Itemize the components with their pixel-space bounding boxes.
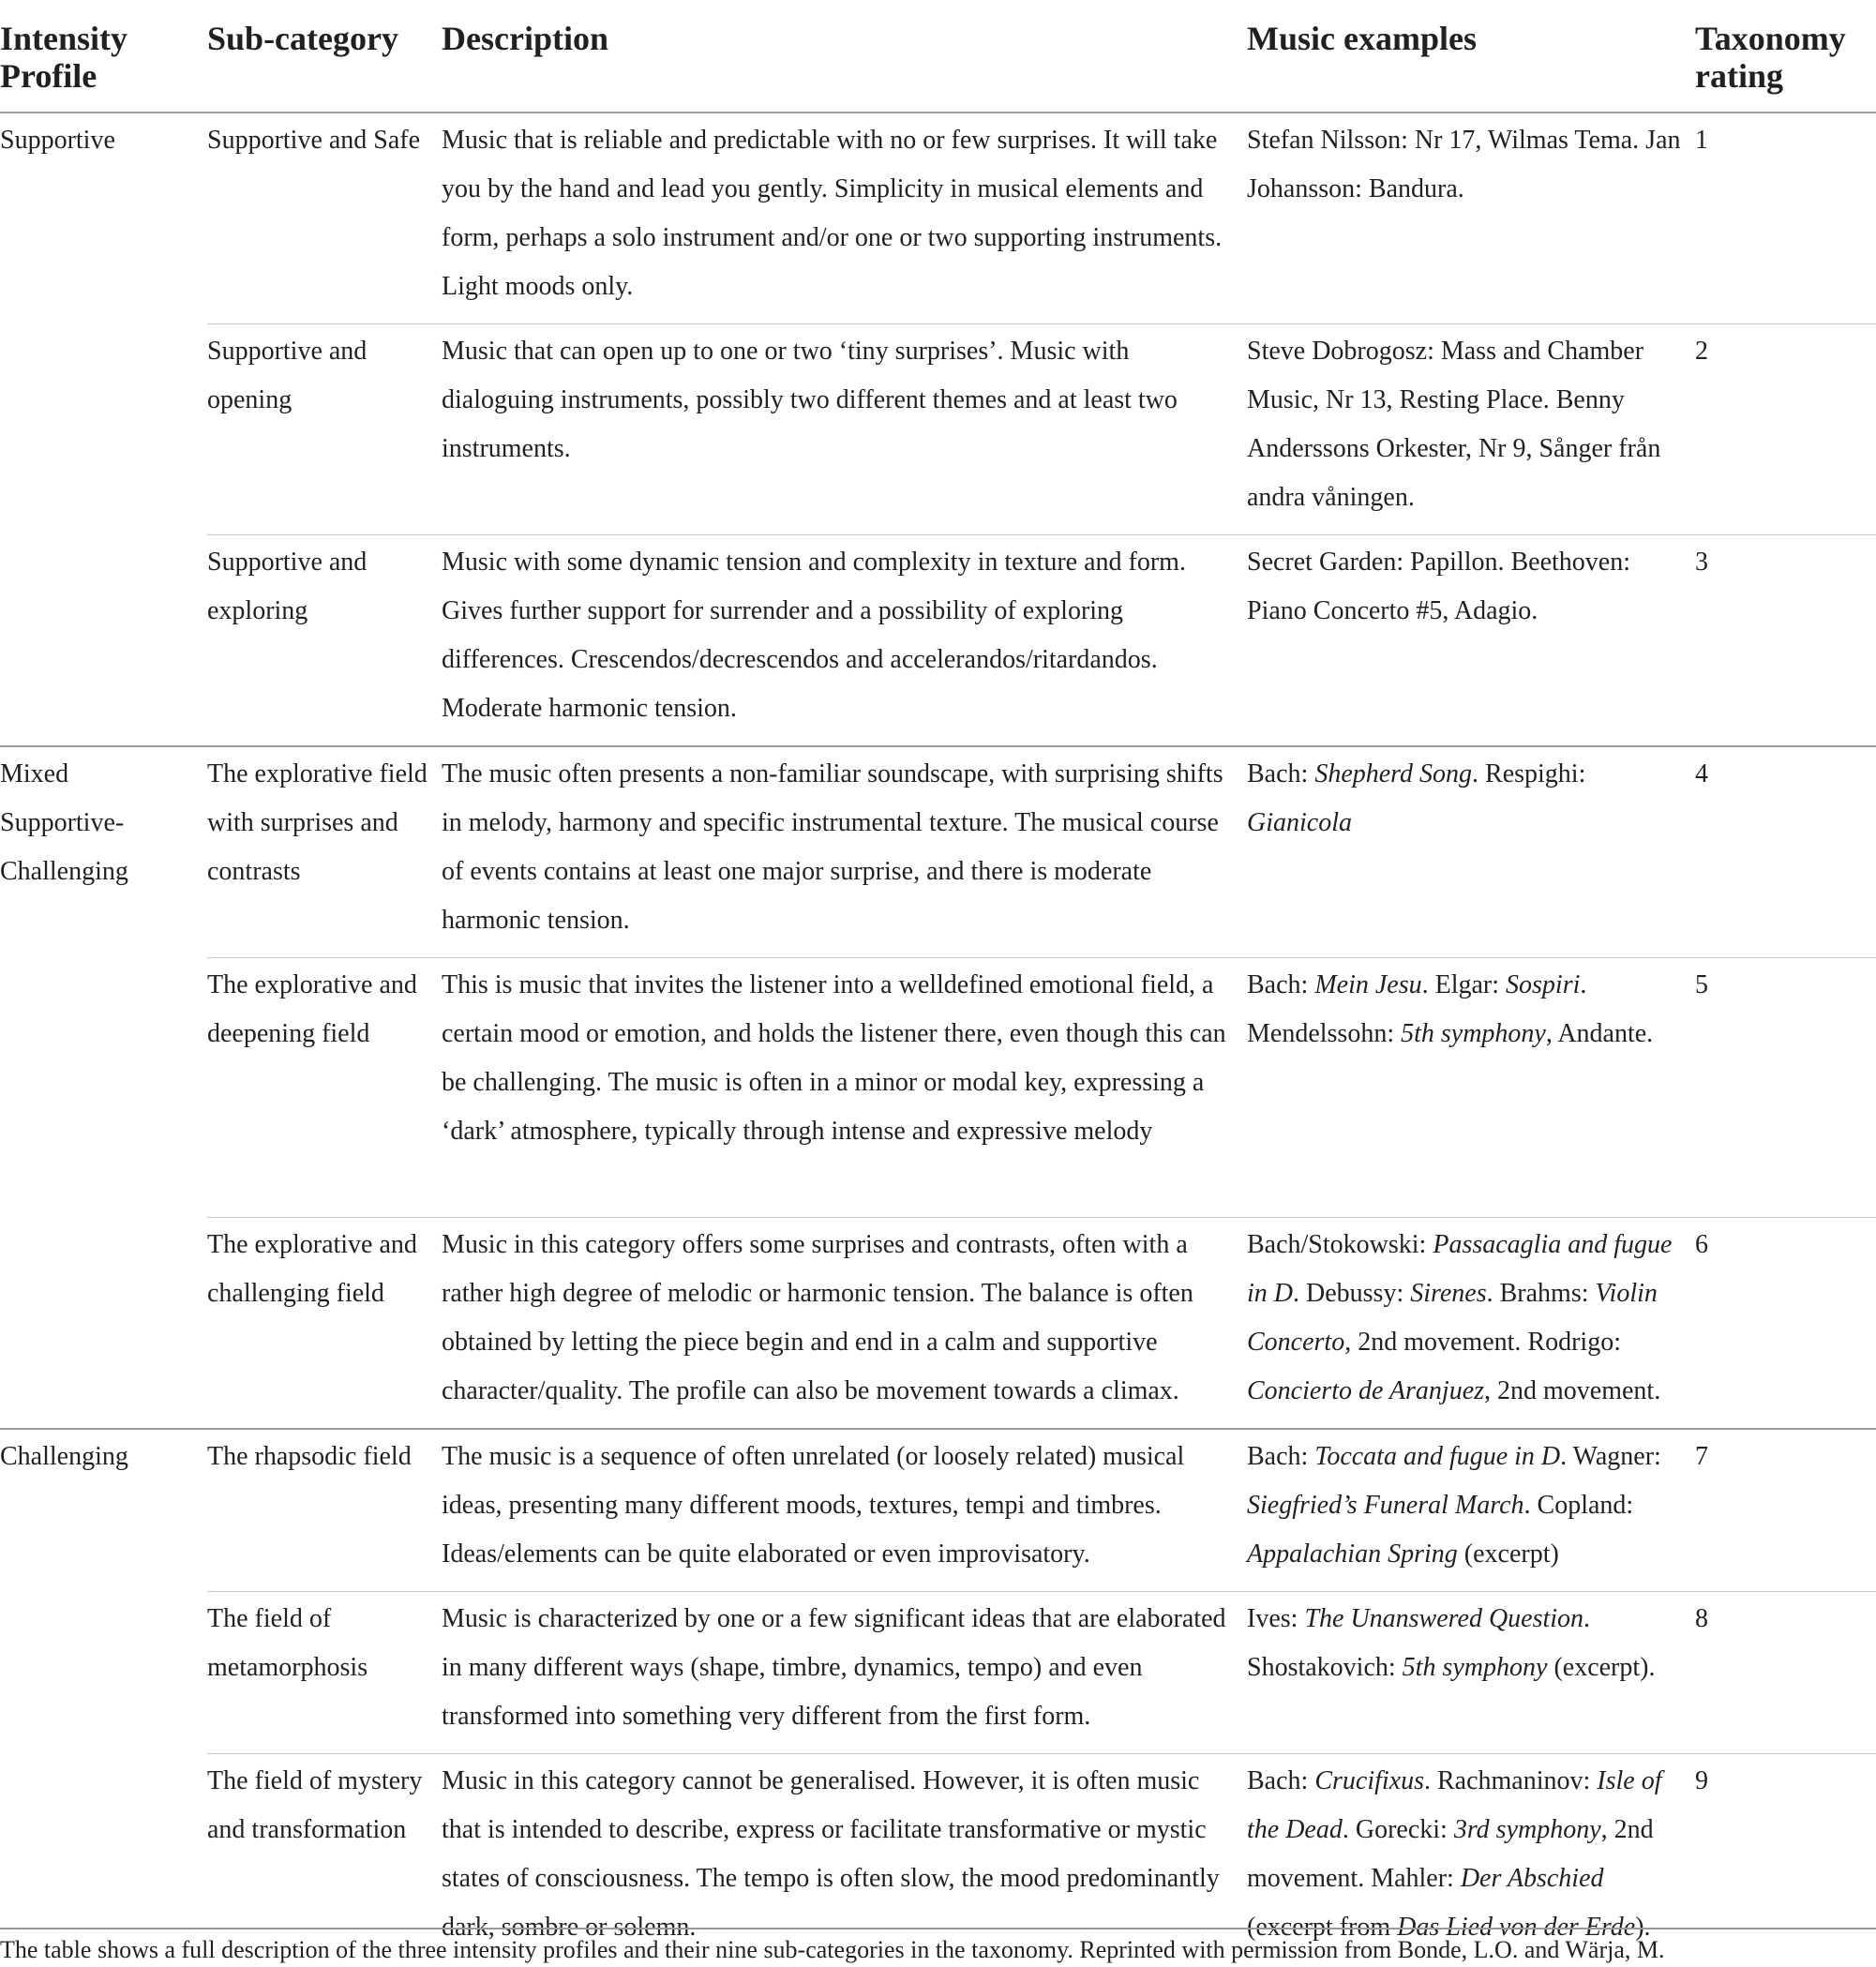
- example-text: . Shostakovich:: [1247, 1604, 1591, 1682]
- work-title: Toccata and fugue in D: [1314, 1442, 1561, 1471]
- example-text: (excerpt): [1457, 1539, 1559, 1569]
- description-cell: The music often presents a non-familiar soundscape, with surprising shifts in melody, harmony and specific instrumental texture. The musical course of events contains at least one major surprise, and there is moderate harmonic tension.: [442, 746, 1247, 958]
- example-text: Ives:: [1247, 1604, 1305, 1633]
- example-text: . Mendelssohn:: [1247, 970, 1587, 1048]
- example-text: Bach/Stokowski:: [1247, 1230, 1433, 1259]
- work-title: Crucifixus: [1314, 1766, 1424, 1795]
- example-text: , Andante.: [1545, 1019, 1654, 1048]
- table-row: [0, 746, 1876, 958]
- music-examples-cell: [1247, 113, 1695, 324]
- music-examples-cell: [1247, 746, 1695, 958]
- sub-category-cell: The rhapsodic field: [207, 1429, 442, 1592]
- example-text: Bach:: [1247, 759, 1315, 788]
- example-text: Bach:: [1247, 1442, 1315, 1471]
- work-title: Siegfried’s Funeral March: [1247, 1491, 1524, 1520]
- rating-cell: 2: [1695, 324, 1876, 535]
- music-examples-cell: [1247, 1754, 1695, 1957]
- table-row: [0, 1429, 1876, 1592]
- sub-category-cell: The field of metamorphosis: [207, 1592, 442, 1754]
- example-text: . Respighi:: [1472, 759, 1586, 788]
- sub-category-cell: The field of mystery and transformation: [207, 1754, 442, 1957]
- example-text: . Gorecki:: [1342, 1815, 1454, 1844]
- description-cell: Music with some dynamic tension and complexity in texture and form. Gives further support for surrender and a possibility of exploring differences. Crescendos/decrescendos and accelerandos/ritardandos. Moderate harmonic tension.: [442, 535, 1247, 747]
- sub-category-cell: Supportive and opening: [207, 324, 442, 535]
- rating-cell: 7: [1695, 1429, 1876, 1592]
- rating-cell: 6: [1695, 1218, 1876, 1430]
- music-examples-cell: [1247, 1218, 1695, 1430]
- example-text: . Debussy:: [1293, 1279, 1411, 1308]
- work-title: 5th symphony: [1401, 1019, 1546, 1048]
- work-title: Der Abschied: [1460, 1864, 1604, 1893]
- work-title: Passacaglia and fugue in D: [1247, 1230, 1673, 1308]
- profile-supportive: Supportive: [0, 126, 115, 155]
- taxonomy-table: [0, 17, 1876, 1956]
- profile-mixed: Mixed Supportive-Challenging: [0, 746, 207, 1429]
- music-examples-cell: [1247, 1592, 1695, 1754]
- example-text: , 2nd movement.: [1484, 1376, 1661, 1405]
- sub-category-cell: Supportive and Safe: [207, 126, 421, 155]
- description-cell: This is music that invites the listener into a welldefined emotional field, a certain mood or emotion, and holds the listener there, even though this can be challenging. The music is often in a minor or modal key, expressing a ‘dark’ atmosphere, typically through intense and expressive melody: [442, 958, 1247, 1218]
- example-text: Stefan Nilsson: Nr 17, Wilmas Tema. Jan Johansson: Bandura.: [1247, 126, 1681, 203]
- music-examples-cell: [1247, 324, 1695, 535]
- example-text: Steve Dobrogosz: Mass and Chamber Music, Nr 13, Resting Place. Benny Anderssons Orkester, Nr 9, Sånger från andra våningen.: [1247, 337, 1661, 512]
- table-row: [0, 535, 1876, 747]
- rating-cell: 5: [1695, 958, 1876, 1218]
- example-text: . Copland:: [1523, 1491, 1634, 1520]
- header-sub-category: Sub-category: [207, 17, 442, 113]
- work-title: Concierto de Aranjuez: [1247, 1376, 1485, 1405]
- profile-challenging: Challenging: [0, 1429, 207, 1956]
- sub-category-cell: The explorative field with surprises and contrasts: [207, 746, 442, 958]
- table-caption: The table shows a full description of the three intensity profiles and their nine sub-categories in the taxonomy. Reprinted with permission from Bonde, L.O. and Wärja, M.: [0, 1928, 1876, 1967]
- work-title: The Unanswered Question: [1304, 1604, 1584, 1633]
- work-title: Sospiri: [1506, 970, 1581, 999]
- example-text: . Brahms:: [1486, 1279, 1596, 1308]
- work-title: Appalachian Spring: [1247, 1539, 1458, 1569]
- rating-cell: 1: [1695, 126, 1708, 155]
- header-row: [0, 17, 1876, 113]
- description-cell: Music is characterized by one or a few significant ideas that are elaborated in many different ways (shape, timbre, dynamics, tempo) and even transformed into something very different from the first form.: [442, 1592, 1247, 1754]
- example-text: Bach:: [1247, 970, 1315, 999]
- table-row: [0, 113, 1876, 324]
- work-title: Sirenes: [1410, 1279, 1487, 1308]
- sub-category-cell: The explorative and deepening field: [207, 958, 442, 1218]
- work-title: Isle of the Dead: [1247, 1766, 1662, 1844]
- example-text: (excerpt).: [1547, 1653, 1656, 1682]
- music-examples-cell: [1247, 958, 1695, 1218]
- header-taxonomy-rating: Taxonomy rating: [1695, 17, 1876, 113]
- example-text: , 2nd movement. Rodrigo:: [1344, 1328, 1621, 1357]
- description-cell: Music in this category offers some surprises and contrasts, often with a rather high degree of melodic or harmonic tension. The balance is often obtained by letting the piece begin and end in a calm and supportive character/quality. The profile can also be movement towards a climax.: [442, 1218, 1247, 1430]
- sub-category-cell: Supportive and exploring: [207, 535, 442, 747]
- description-cell: The music is a sequence of often unrelated (or loosely related) musical ideas, presenting many different moods, textures, tempi and timbres. Ideas/elements can be quite elaborated or even improvisatory.: [442, 1429, 1247, 1592]
- table-row: [0, 958, 1876, 1218]
- example-text: . Rachmaninov:: [1423, 1766, 1598, 1795]
- table-row: [0, 1218, 1876, 1430]
- work-title: 5th symphony: [1402, 1653, 1548, 1682]
- description-cell: Music that is reliable and predictable with no or few surprises. It will take you by the hand and lead you gently. Simplicity in musical elements and form, perhaps a solo instrument and/or one or two supporting instruments. Light moods only.: [442, 126, 1223, 301]
- work-title: Gianicola: [1247, 808, 1352, 837]
- rating-cell: 3: [1695, 535, 1876, 747]
- example-text: Bach:: [1247, 1766, 1315, 1795]
- work-title: Shepherd Song: [1314, 759, 1473, 788]
- table-row: [0, 324, 1876, 535]
- example-text: , 2nd movement. Mahler:: [1247, 1815, 1654, 1893]
- rating-cell: 4: [1695, 746, 1876, 958]
- rating-cell: 9: [1695, 1754, 1876, 1957]
- example-text: . Wagner:: [1560, 1442, 1661, 1471]
- table-row: [0, 1592, 1876, 1754]
- description-cell: Music that can open up to one or two ‘tiny surprises’. Music with dialoguing instruments, possibly two different themes and at least two instruments.: [442, 324, 1247, 535]
- table-row: [0, 1754, 1876, 1957]
- sub-category-cell: The explorative and challenging field: [207, 1218, 442, 1430]
- header-intensity-profile: Intensity Profile: [0, 17, 207, 113]
- description-cell: Music in this category cannot be generalised. However, it is often music that is intended to describe, express or facilitate transformative or mystic states of consciousness. The tempo is often slow, the mood predominantly dark, sombre or solemn.: [442, 1754, 1247, 1957]
- work-title: Violin Concerto: [1247, 1279, 1658, 1357]
- work-title: Das Lied von der Erde: [1397, 1913, 1636, 1942]
- work-title: Mein Jesu: [1314, 970, 1422, 999]
- example-text: (excerpt from: [1247, 1913, 1398, 1942]
- example-text: Secret Garden: Papillon. Beethoven: Piano Concerto #5, Adagio.: [1247, 548, 1630, 625]
- header-description: Description: [442, 17, 1247, 113]
- rating-cell: 8: [1695, 1592, 1876, 1754]
- header-music-examples: Music examples: [1247, 17, 1695, 113]
- music-examples-cell: [1247, 1429, 1695, 1592]
- example-text: . Elgar:: [1421, 970, 1507, 999]
- work-title: 3rd symphony: [1453, 1815, 1601, 1844]
- example-text: ).: [1635, 1913, 1651, 1942]
- music-examples-cell: [1247, 535, 1695, 747]
